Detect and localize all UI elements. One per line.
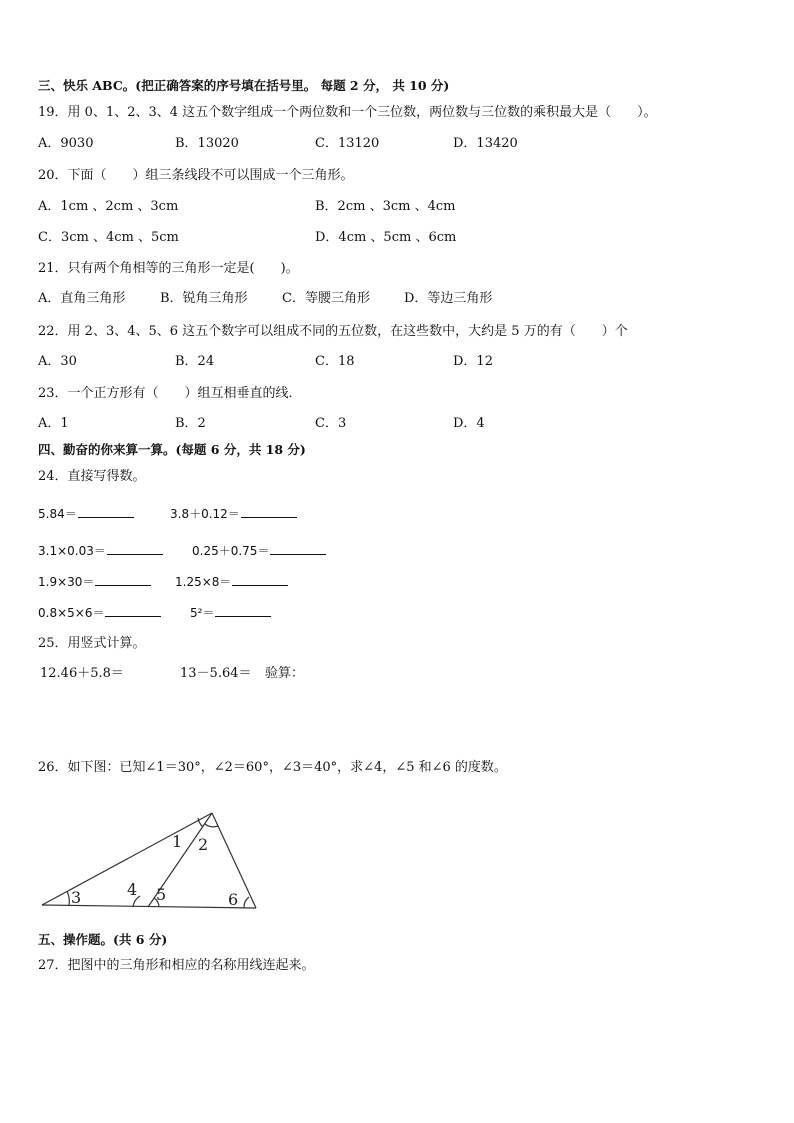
check-label: 验算： — [265, 666, 305, 681]
q23-option-a: A．1 — [38, 416, 69, 431]
q23-option-c: C．3 — [315, 416, 347, 431]
answer-blank[interactable] — [78, 505, 134, 518]
q22-option-a: A．30 — [38, 354, 77, 369]
q19-option-d: D．13420 — [453, 136, 518, 151]
answer-blank[interactable] — [215, 604, 271, 617]
q23-option-b: B．2 — [175, 416, 206, 431]
calc-item: 1.9×30＝ — [38, 573, 151, 590]
question-26: 26．如下图：已知∠1＝30°，∠2＝60°，∠3＝40°，求∠4，∠5 和∠6 的度数。 — [38, 760, 507, 775]
vertical-calc-1: 12.46＋5.8＝ — [40, 666, 124, 681]
question-19: 19．用 0、1、2、3、4 这五个数字组成一个两位数和一个三位数，两位数与三位数的乘积最大是（ ）。 — [38, 105, 657, 120]
question-23: 23．一个正方形有（ ）组互相垂直的线． — [38, 386, 302, 401]
angle-2-arc — [205, 824, 218, 827]
q19-option-b: B．13020 — [175, 136, 239, 151]
calc-item: 1.25×8＝ — [175, 573, 288, 590]
calc-item: 5.84＝ — [38, 505, 134, 522]
label-1: 1 — [172, 832, 183, 851]
question-21: 21．只有两个角相等的三角形一定是( )。 — [38, 261, 299, 276]
label-2: 2 — [198, 835, 209, 854]
q21-option-a: A．直角三角形 — [38, 291, 126, 306]
question-22: 22．用 2、3、4、5、6 这五个数字可以组成不同的五位数，在这些数中，大约是 5 万的有（ ）个 — [38, 324, 628, 339]
answer-blank[interactable] — [105, 604, 161, 617]
section-3-title: 三、快乐 ABC。(把正确答案的序号填在括号里。 每题 2 分， 共 10 分) — [38, 78, 450, 93]
q20-option-d: D．4cm 、5cm 、6cm — [315, 230, 457, 245]
angle-6-arc — [244, 897, 249, 908]
q21-option-d: D．等边三角形 — [404, 291, 493, 306]
q21-option-b: B．锐角三角形 — [160, 291, 248, 306]
answer-blank[interactable] — [107, 542, 163, 555]
answer-blank[interactable] — [270, 542, 326, 555]
question-24: 24．直接写得数。 — [38, 469, 146, 484]
label-3: 3 — [71, 888, 82, 907]
q20-option-b: B．2cm 、3cm 、4cm — [315, 199, 456, 214]
q22-option-c: C．18 — [315, 354, 355, 369]
answer-blank[interactable] — [232, 573, 288, 586]
question-25: 25．用竖式计算。 — [38, 636, 146, 651]
section-5-title: 五、操作题。(共 6 分) — [38, 932, 168, 947]
q19-option-a: A．9030 — [38, 136, 94, 151]
calc-item: 3.1×0.03＝ — [38, 542, 163, 559]
q22-option-d: D．12 — [453, 354, 493, 369]
angle-3-arc — [67, 891, 69, 906]
calc-item: 3.8＋0.12＝ — [170, 505, 297, 522]
q22-option-b: B．24 — [175, 354, 215, 369]
label-6: 6 — [228, 890, 239, 909]
label-5: 5 — [156, 885, 167, 904]
vertical-calc-2: 13－5.64＝ — [180, 666, 252, 681]
q20-option-a: A．1cm 、2cm 、3cm — [38, 199, 179, 214]
answer-blank[interactable] — [241, 505, 297, 518]
label-4: 4 — [127, 880, 138, 899]
section-4-title: 四、勤奋的你来算一算。(每题 6 分，共 18 分) — [38, 442, 306, 457]
question-27: 27．把图中的三角形和相应的名称用线连起来。 — [38, 958, 315, 973]
q19-option-c: C．13120 — [315, 136, 380, 151]
triangle-figure — [30, 805, 270, 920]
q20-option-c: C．3cm 、4cm 、5cm — [38, 230, 179, 245]
calc-item: 5²＝ — [190, 604, 271, 621]
q21-option-c: C．等腰三角形 — [282, 291, 370, 306]
question-20: 20．下面（ ）组三条线段不可以围成一个三角形。 — [38, 168, 354, 183]
answer-blank[interactable] — [95, 573, 151, 586]
calc-item: 0.8×5×6＝ — [38, 604, 161, 621]
q23-option-d: D．4 — [453, 416, 485, 431]
calc-item: 0.25＋0.75＝ — [192, 542, 326, 559]
